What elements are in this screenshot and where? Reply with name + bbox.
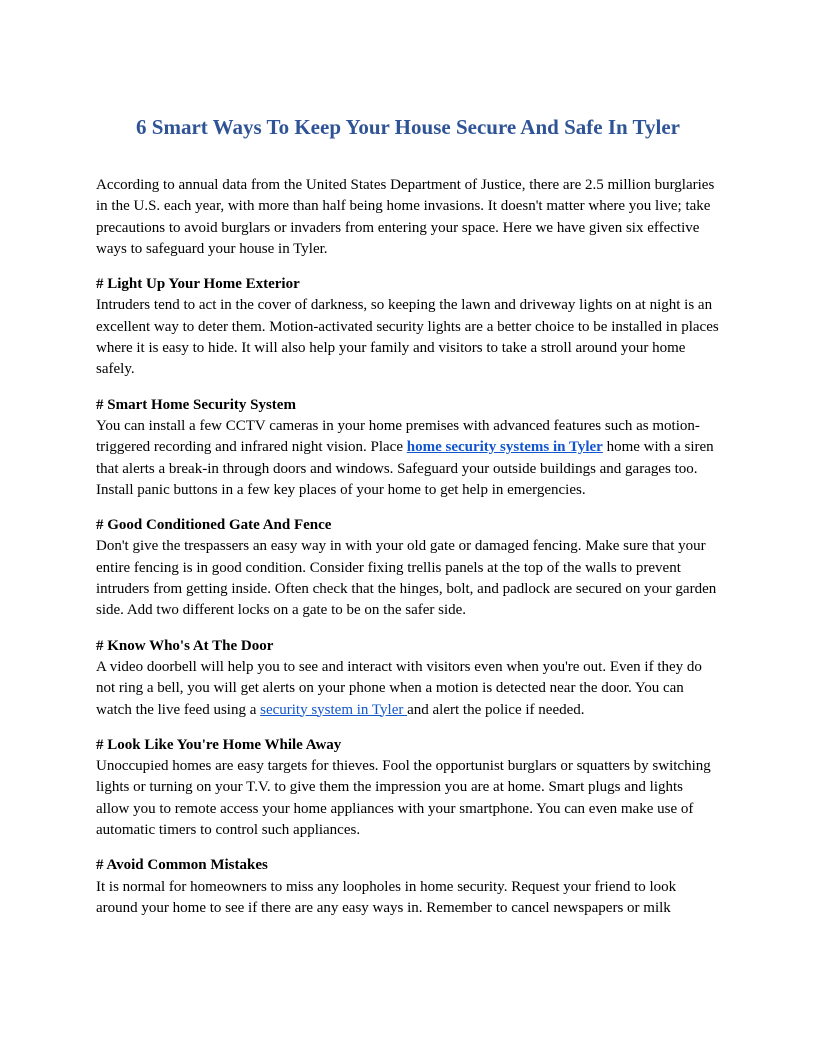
section-body-text: home with a siren that alerts a break-in through doors and windows. Safeguard your outside buildings and garages too. Install panic buttons in a few key places of your home to get help in emergencies. [96,439,714,498]
section-heading: # Good Conditioned Gate And Fence [96,517,332,534]
section-body: It is normal for homeowners to miss any loopholes in home security. Request your friend to look around your home to see if there are any easy ways in. Remember to cancel newspapers or milk [96,878,677,916]
section-avoid-mistakes [96,855,720,919]
section-body [96,657,720,721]
section-body: Unoccupied homes are easy targets for thieves. Fool the opportunist burglars or squatters by switching lights or turning on your T.V. to give them the impression you are at home. Smart plugs and lights allow you to remote access your home appliances with your smartphone. You can even make use of automatic timers to control such appliances. [96,758,711,839]
section-body [96,416,720,501]
section-look-like-home [96,735,720,841]
section-smart-security-system [96,395,720,501]
section-heading: # Light Up Your Home Exterior [96,276,300,293]
document-title: 6 Smart Ways To Keep Your House Secure And Safe In Tyler [136,115,680,139]
section-heading: # Smart Home Security System [96,396,296,413]
section-body: Don't give the trespassers an easy way in with your old gate or damaged fencing. Make sure that your entire fencing is in good condition. Consider fixing trellis panels at the top of the walls to prevent intruders from getting inside. Often check that the hinges, bolt, and padlock are secured on your garden side. Add two different locks on a gate to be on the safer side. [96,538,717,619]
section-body-text: You can install a few CCTV cameras in your home premises with advanced features such as motion-triggered recording and infrared night vision. Place [96,417,700,456]
section-heading: # Avoid Common Mistakes [96,857,268,874]
intro-paragraph: According to annual data from the United States Department of Justice, there are 2.5 million burglaries in the U.S. each year, with more than half being home invasions. It doesn't matter where you live; take precautions to avoid burglars or invaders from entering your space. Here we have given six effective ways to safeguard your house in Tyler. [96,177,715,257]
section-know-whos-at-door [96,636,720,721]
section-light-up-exterior [96,274,720,380]
security-system-link[interactable]: security system in Tyler [260,701,408,718]
home-security-systems-link[interactable]: home security systems in Tyler [406,439,603,456]
section-gate-and-fence [96,515,720,621]
section-body-text: and alert the police if needed. [407,701,585,718]
section-heading: # Look Like You're Home While Away [96,736,342,753]
section-body-text: A video doorbell will help you to see and interact with visitors even when you're out. Even if they do not ring a bell, you will get alerts on your phone when a motion is detected near the door. You can watch the live feed using a [96,658,702,718]
section-body: Intruders tend to act in the cover of darkness, so keeping the lawn and driveway lights on at night is an excellent way to deter them. Motion-activated security lights are a better choice to be installed in places where it is easy to hide. It will also help your family and visitors to take a stroll around your home safely. [96,297,719,378]
section-heading: # Know Who's At The Door [96,637,274,654]
